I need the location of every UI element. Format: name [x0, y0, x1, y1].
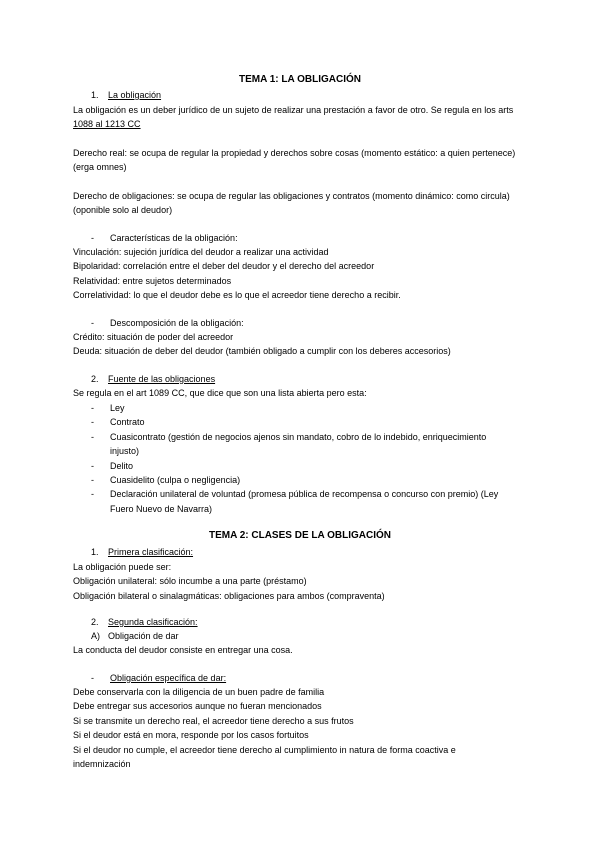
list-item: Correlatividad: lo que el deudor debe es lo que el acreedor tiene derecho a recibir. [73, 290, 401, 301]
subheading-text: Descomposición de la obligación: [110, 318, 244, 328]
list-item-text: Ley [110, 403, 125, 413]
list-item: Debe entregar sus accesorios aunque no fueran mencionados [73, 701, 322, 712]
derecho-obligaciones-paragraph [73, 189, 528, 218]
dash-bullet: - [91, 431, 94, 442]
dash-bullet: - [91, 673, 94, 683]
dash-bullet: - [91, 489, 94, 500]
text-line: La obligación puede ser: [73, 562, 172, 572]
text-line: Obligación unilateral: sólo incumbe a una parte (préstamo) [73, 576, 307, 587]
subheading-text: Obligación específica de dar: [110, 673, 227, 683]
section-heading [91, 88, 161, 102]
obligacion-dar-text [73, 643, 528, 657]
section-number: 2. [91, 374, 99, 384]
section-heading [91, 545, 193, 559]
subsection-letter: A) [91, 631, 100, 641]
list-item: Relatividad: entre sujetos determinados [73, 275, 232, 286]
dash-bullet: - [91, 403, 94, 413]
subsection-title: Obligación de dar [108, 631, 179, 641]
primera-clasificacion-text [73, 560, 528, 603]
dash-bullet: - [91, 233, 94, 243]
subheading-text: Características de la obligación: [110, 233, 238, 243]
text-line: indemnización [73, 759, 131, 770]
list-item: Bipolaridad: correlación entre el deber del deudor y el derecho del acreedor [73, 261, 375, 272]
text-line: Se regula en el art 1089 CC, que dice que son una lista abierta pero esta: [73, 388, 367, 398]
text-line: Derecho real: se ocupa de regular la propiedad y derechos sobre cosas (momento estático: a quien pertenece) [73, 148, 516, 158]
list-item-text: Declaración unilateral de voluntad (promesa pública de recompensa o concurso con premio) (Ley [110, 489, 499, 500]
descomposicion-list [73, 330, 528, 359]
especifica-list [73, 685, 528, 771]
list-item: Deuda: situación de deber del deudor (también obligado a cumplir con los deberes accesorios) [73, 346, 451, 357]
list-item: Si el deudor está en mora, responde por los casos fortuitos [73, 730, 309, 741]
list-item [91, 415, 528, 429]
list-item-text: injusto) [110, 446, 140, 457]
section-title: Segunda clasificación: [108, 617, 198, 627]
section-number: 1. [91, 90, 99, 100]
dash-bullet: - [91, 417, 94, 428]
text-line: Obligación bilateral o sinalagmáticas: obligaciones para ambos (compraventa) [73, 590, 385, 601]
subheading-especifica [91, 671, 226, 685]
dash-bullet: - [91, 460, 94, 471]
section-heading [91, 372, 215, 386]
derecho-real-paragraph [73, 146, 528, 175]
section-title: La obligación [108, 90, 162, 100]
caracteristicas-list [73, 245, 528, 303]
section-heading [91, 615, 198, 629]
dash-bullet: - [91, 318, 94, 328]
definition-paragraph [73, 103, 528, 132]
fuentes-intro [73, 386, 528, 400]
list-item-text: Contrato [110, 417, 145, 428]
list-item-text: Fuero Nuevo de Navarra) [110, 503, 213, 514]
fuentes-list [91, 401, 528, 516]
text-line: 1088 al 1213 CC [73, 119, 141, 130]
list-item [91, 401, 528, 415]
list-item-text: Cuasidelito (culpa o negligencia) [110, 475, 241, 486]
list-item: Si se transmite un derecho real, el acreedor tiene derecho a sus frutos [73, 715, 354, 726]
list-item: Crédito: situación de poder del acreedor [73, 332, 234, 342]
text-line: (oponible solo al deudor) [73, 205, 173, 216]
text-line: La obligación es un deber jurídico de un sujeto de realizar una prestación a favor de otro. Se regula en los arts [73, 105, 514, 115]
list-item: Vinculación: sujeción jurídica del deudor a realizar una actividad [73, 247, 329, 257]
text-line: (erga omnes) [73, 162, 127, 173]
list-item [91, 487, 528, 516]
text-line: La conducta del deudor consiste en entregar una cosa. [73, 645, 293, 655]
section-number: 1. [91, 547, 99, 557]
list-item [91, 459, 528, 473]
text-line: Si el deudor no cumple, el acreedor tiene derecho al cumplimiento in natura de forma coactiva e [73, 744, 456, 755]
list-item: Debe conservarla con la diligencia de un buen padre de familia [73, 687, 325, 697]
subheading-descomposicion [91, 316, 244, 330]
subsection-heading [91, 629, 179, 643]
tema1-title: TEMA 1: LA OBLIGACIÓN [238, 74, 362, 85]
section-title: Fuente de las obligaciones [108, 374, 216, 384]
list-item-text: Cuasicontrato (gestión de negocios ajenos sin mandato, cobro de lo indebido, enriquecimiento [110, 431, 487, 442]
section-title: Primera clasificación: [108, 547, 194, 557]
list-item-text: Delito [110, 460, 134, 471]
text-line: Derecho de obligaciones: se ocupa de regular las obligaciones y contratos (momento dinámico: como circula) [73, 191, 510, 201]
section-number: 2. [91, 617, 99, 627]
list-item [91, 430, 528, 459]
list-item [91, 473, 528, 487]
subheading-caracteristicas [91, 231, 238, 245]
dash-bullet: - [91, 475, 94, 486]
tema2-title: TEMA 2: CLASES DE LA OBLIGACIÓN [208, 530, 392, 541]
